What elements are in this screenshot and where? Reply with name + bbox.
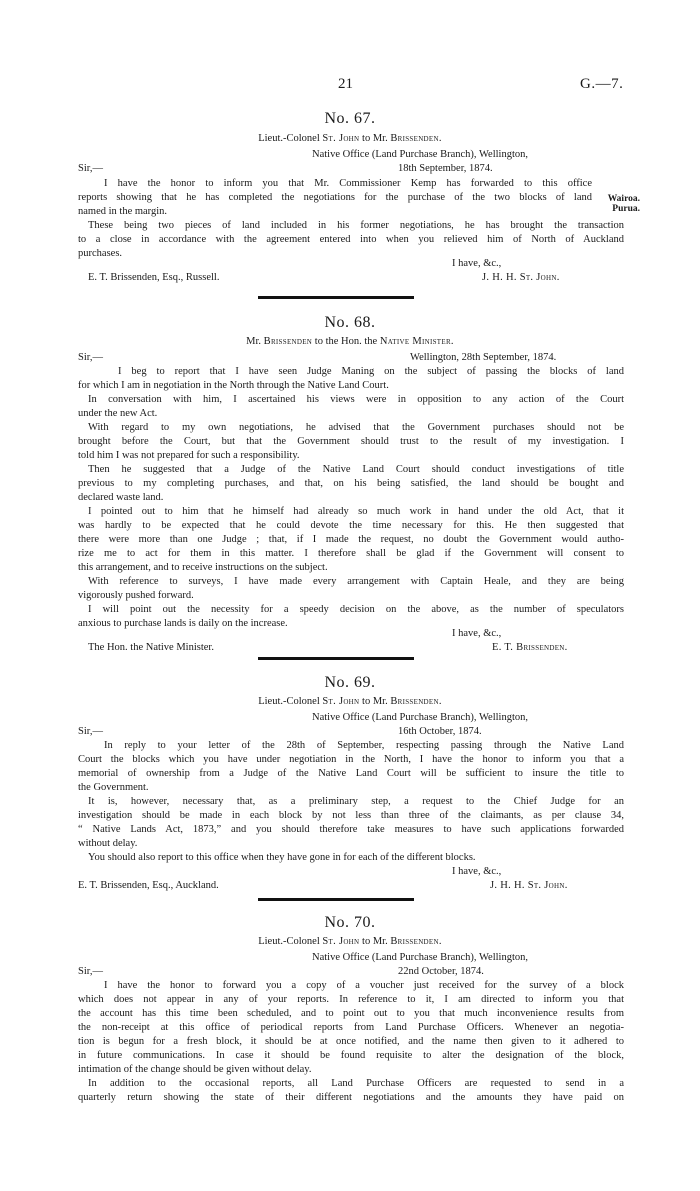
- body-line: reports showing that he has completed the negotiations for the purchase of the two blocks of land: [78, 192, 592, 203]
- heading-from: Lieut.-Colonel: [258, 133, 320, 144]
- body-line: I have the honor to forward you a copy of a voucher just received for the survey of a block: [104, 980, 624, 991]
- body-line: It is, however, necessary that, as a preliminary step, a request to the Chief Judge for an: [88, 796, 624, 807]
- letter-address: Native Office (Land Purchase Branch), Wellington,: [312, 952, 528, 963]
- body-line: I beg to report that I have seen Judge Maning on the subject of passing the blocks of land: [118, 366, 624, 377]
- heading-to-name: Brissenden.: [390, 133, 442, 144]
- body-line: tion is begun for a fresh block, it should be at once notified, and the name then given to it adhered to: [78, 1036, 624, 1047]
- body-line: previous to my completing purchases, and that, on his being satisfied, the land should be bought and: [78, 478, 624, 489]
- body-line: quarterly return showing the state of their different negotiations and the amounts they have paid on: [78, 1092, 624, 1103]
- body-line: brought before the Court, but that the Government should trust to the result of my investigation. I: [78, 436, 624, 447]
- section-divider: [258, 657, 414, 660]
- signature: J. H. H. St. John.: [482, 272, 560, 283]
- letter-address: Native Office (Land Purchase Branch), Wellington,: [312, 149, 528, 160]
- salutation: Sir,—: [78, 163, 103, 174]
- body-line: rize me to act for them in this matter. I therefore shall be glad if the Government will consent to: [78, 548, 624, 559]
- body-line: In addition to the occasional reports, all Land Purchase Officers are requested to send in a: [88, 1078, 624, 1089]
- body-line: Court the blocks which you have under negotiation in the North, I have the honor to inform you that a: [78, 754, 624, 765]
- addressee: The Hon. the Native Minister.: [88, 642, 214, 653]
- heading-from: Lieut.-Colonel: [258, 696, 320, 707]
- body-line: Then he suggested that a Judge of the Native Land Court should conduct investigations of title: [88, 464, 624, 475]
- heading-to: to Mr.: [362, 936, 388, 947]
- document-reference: G.—7.: [580, 76, 624, 92]
- letter-heading: [0, 936, 700, 947]
- letter-heading: [0, 133, 700, 144]
- heading-to: to Mr.: [362, 696, 388, 707]
- body-line: I pointed out to him that he himself had already so much work in hand under the old Act, that it: [88, 506, 624, 517]
- body-line: told him I was not prepared for such a responsibility.: [78, 450, 300, 461]
- body-line: I have the honor to inform you that Mr. Commissioner Kemp has forwarded to this office: [104, 178, 592, 189]
- letter-date: Wellington, 28th September, 1874.: [410, 352, 557, 363]
- body-line: without delay.: [78, 838, 138, 849]
- body-line: purchases.: [78, 248, 123, 259]
- closing: I have, &c.,: [452, 258, 502, 269]
- salutation: Sir,—: [78, 352, 103, 363]
- heading-from: Mr.: [246, 336, 262, 347]
- body-line: With regard to my own negotiations, he advised that the Government purchases should not be: [88, 422, 624, 433]
- heading-from-name: St. John: [322, 936, 360, 947]
- margin-note: [600, 194, 640, 214]
- body-line: memorial of ownership from a Judge of the Native Land Court will be sufficient to insure the title to: [78, 768, 624, 779]
- body-line: intimation of the change should be given without delay.: [78, 1064, 312, 1075]
- body-line: the Government.: [78, 782, 149, 793]
- body-line: anxious to purchase lands is daily on the increase.: [78, 618, 288, 629]
- margin-note-line: Wairoa.: [607, 194, 640, 204]
- letter-number: No. 67.: [324, 110, 376, 127]
- letter-number: No. 69.: [324, 674, 376, 691]
- body-line: These being two pieces of land included in his former negotiations, he has brought the transaction: [88, 220, 624, 231]
- body-line: was hardly to be expected that he could devote the time necessary for this. He then suggested that: [78, 520, 624, 531]
- section-divider: [258, 296, 414, 299]
- body-line: the non-receipt at this office of periodical reports from Land Purchase Officers. Whenever an negotia-: [78, 1022, 624, 1033]
- heading-to-name: Native Minister.: [379, 336, 454, 347]
- letter-address: Native Office (Land Purchase Branch), Wellington,: [312, 712, 528, 723]
- body-line: for which I am in negotiation in the North through the Native Land Court.: [78, 380, 389, 391]
- closing: I have, &c.,: [452, 866, 502, 877]
- body-line: this arrangement, and to receive instructions on the subject.: [78, 562, 328, 573]
- letter-heading: [0, 336, 700, 347]
- addressee: E. T. Brissenden, Esq., Auckland.: [78, 880, 219, 891]
- heading-from: Lieut.-Colonel: [258, 936, 320, 947]
- heading-from-name: St. John: [322, 696, 360, 707]
- body-line: named in the margin.: [78, 206, 168, 217]
- page-number: 21: [338, 76, 353, 92]
- letter-date: 16th October, 1874.: [398, 726, 482, 737]
- signature: J. H. H. St. John.: [490, 880, 568, 891]
- signature: E. T. Brissenden.: [492, 642, 568, 653]
- body-line: to a close in accordance with the agreement entered into when you relieved him of North of Auckland: [78, 234, 624, 245]
- section-divider: [258, 898, 414, 901]
- body-line: In reply to your letter of the 28th of September, respecting passing through the Native Land: [104, 740, 624, 751]
- heading-to-name: Brissenden.: [390, 696, 442, 707]
- closing: I have, &c.,: [452, 628, 502, 639]
- body-line: in future communications. In case it should be found requisite to alter the designation of the block,: [78, 1050, 624, 1061]
- heading-from-name: Brissenden: [263, 336, 313, 347]
- letter-date: 22nd October, 1874.: [398, 966, 484, 977]
- body-line: under the new Act.: [78, 408, 158, 419]
- body-line: With reference to surveys, I have made every arrangement with Captain Heale, and they are being: [88, 576, 624, 587]
- letter-number: No. 70.: [324, 914, 376, 931]
- heading-to-name: Brissenden.: [390, 936, 442, 947]
- salutation: Sir,—: [78, 966, 103, 977]
- body-line: which does not appear in any of your reports. In reference to it, I am directed to inform you that: [78, 994, 624, 1005]
- letter-heading: [0, 696, 700, 707]
- body-line: “ Native Lands Act, 1873,” and you should therefore take measures to have such applications forwarded: [78, 824, 624, 835]
- addressee: E. T. Brissenden, Esq., Russell.: [88, 272, 220, 283]
- body-line: You should also report to this office when they have gone in for each of the different blocks.: [88, 852, 476, 863]
- salutation: Sir,—: [78, 726, 103, 737]
- letter-number: No. 68.: [324, 314, 376, 331]
- body-line: In conversation with him, I ascertained his views were in opposition to any action of the Court: [88, 394, 624, 405]
- heading-to: to Mr.: [362, 133, 388, 144]
- body-line: the account has this time been scheduled, and to point out to you that much inconvenience results from: [78, 1008, 624, 1019]
- margin-note-line: Purua.: [612, 204, 640, 214]
- heading-to: to the Hon. the: [314, 336, 378, 347]
- body-line: I will point out the necessity for a speedy decision on the above, as the number of speculators: [88, 604, 624, 615]
- heading-from-name: St. John: [322, 133, 360, 144]
- body-line: investigation should be made in each block by not less than three of the claimants, as per clause 34,: [78, 810, 624, 821]
- body-line: vigorously pushed forward.: [78, 590, 194, 601]
- body-line: declared waste land.: [78, 492, 164, 503]
- body-line: there were more than one Judge ; that, if I made the request, no doubt the Government would autho-: [78, 534, 624, 545]
- letter-date: 18th September, 1874.: [398, 163, 493, 174]
